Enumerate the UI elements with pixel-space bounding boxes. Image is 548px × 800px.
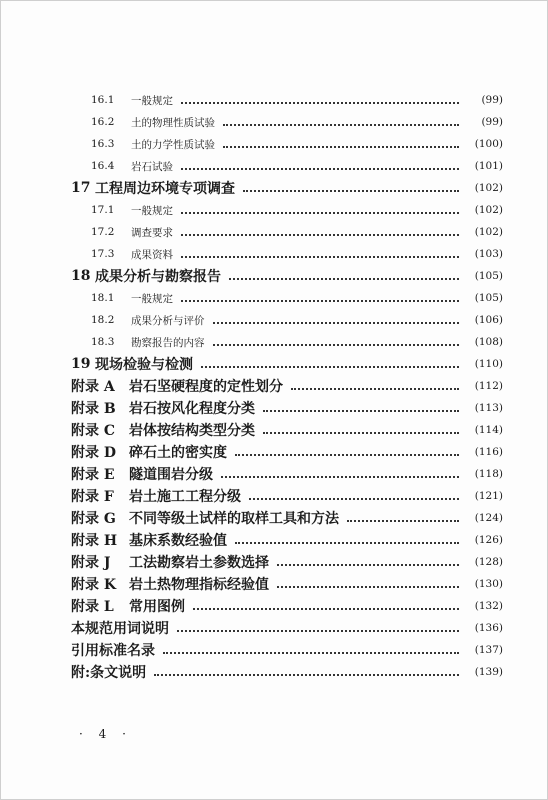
toc-entry-title: 成果资料 xyxy=(131,248,173,261)
toc-appendix-row[interactable] xyxy=(71,573,503,595)
toc-entry-number: 附录 D xyxy=(71,445,117,461)
toc-entry-title: 岩土施工工程分级 xyxy=(129,489,241,505)
toc-entry-number: 16.2 xyxy=(91,116,115,128)
dot-leader xyxy=(181,299,459,302)
toc-entry-title: 岩土热物理指标经验值 xyxy=(129,577,269,593)
dot-leader xyxy=(243,189,459,192)
toc-entry-number: 19 xyxy=(71,356,91,372)
toc-entry-title: 土的物理性质试验 xyxy=(131,116,215,129)
dot-leader xyxy=(181,167,459,170)
toc-entry-title: 成果分析与评价 xyxy=(131,314,205,327)
toc-entry-title: 基床系数经验值 xyxy=(129,533,227,549)
toc-entry-title: 一般规定 xyxy=(131,94,173,107)
toc-entry-page: (128) xyxy=(474,556,503,568)
toc-entry-page: (100) xyxy=(474,138,503,150)
dot-leader xyxy=(181,211,459,214)
dot-leader xyxy=(235,453,459,456)
toc-entry-page: (126) xyxy=(474,534,503,546)
toc-entry-number: 附录 K xyxy=(71,577,117,593)
table-of-contents xyxy=(71,89,503,683)
toc-entry-title: 岩石按风化程度分类 xyxy=(129,401,255,417)
toc-entry-title: 工法勘察岩土参数选择 xyxy=(129,555,269,571)
dot-leader xyxy=(213,343,460,346)
dot-leader xyxy=(201,365,459,368)
toc-entry-page: (113) xyxy=(474,402,503,414)
toc-section-row[interactable] xyxy=(71,309,503,331)
toc-entry-number: 附录 G xyxy=(71,511,116,527)
toc-entry-number: 16.4 xyxy=(91,160,115,172)
toc-entry-number: 18 xyxy=(71,268,91,284)
dot-leader xyxy=(277,585,459,588)
dot-leader xyxy=(249,497,459,500)
toc-chapter-row[interactable] xyxy=(71,353,503,375)
toc-entry-number: 附录 A xyxy=(71,379,115,395)
dot-leader xyxy=(177,629,459,632)
toc-entry-page: (102) xyxy=(474,182,503,194)
toc-entry-number: 17.1 xyxy=(91,204,115,216)
toc-entry-page: (112) xyxy=(474,380,503,392)
toc-entry-number: 附录 B xyxy=(71,401,116,417)
toc-section-row[interactable] xyxy=(71,155,503,177)
dot-leader xyxy=(213,321,460,324)
toc-entry-title: 不同等级土试样的取样工具和方法 xyxy=(129,511,339,527)
toc-entry-page: (99) xyxy=(481,116,503,128)
toc-entry-title: 本规范用词说明 xyxy=(71,621,169,637)
toc-entry-title: 勘察报告的内容 xyxy=(131,336,205,349)
dot-leader xyxy=(277,563,459,566)
dot-leader xyxy=(154,673,459,676)
toc-appendix-row[interactable] xyxy=(71,397,503,419)
toc-entry-number: 附录 J xyxy=(71,555,111,571)
toc-entry-page: (114) xyxy=(474,424,503,436)
toc-entry-title: 一般规定 xyxy=(131,204,173,217)
toc-entry-page: (106) xyxy=(474,314,503,326)
toc-appendix-row[interactable] xyxy=(71,551,503,573)
dot-leader xyxy=(181,255,459,258)
toc-entry-number: 16.1 xyxy=(91,94,115,106)
toc-chapter-row[interactable] xyxy=(71,265,503,287)
toc-entry-page: (99) xyxy=(481,94,503,106)
toc-appendix-row[interactable] xyxy=(71,595,503,617)
toc-entry-page: (110) xyxy=(474,358,503,370)
toc-entry-page: (137) xyxy=(474,644,503,656)
toc-entry-number: 附录 F xyxy=(71,489,114,505)
toc-entry-row[interactable] xyxy=(71,617,503,639)
dot-leader xyxy=(235,541,459,544)
toc-entry-page: (136) xyxy=(474,622,503,634)
toc-entry-page: (101) xyxy=(474,160,503,172)
toc-section-row[interactable] xyxy=(71,221,503,243)
dot-leader xyxy=(223,123,459,126)
toc-entry-number: 17 xyxy=(71,180,91,196)
toc-entry-page: (116) xyxy=(474,446,503,458)
toc-entry-title: 成果分析与勘察报告 xyxy=(95,269,221,285)
toc-entry-number: 17.2 xyxy=(91,226,115,238)
toc-entry-title: 岩石试验 xyxy=(131,160,173,173)
toc-entry-title: 调查要求 xyxy=(131,226,173,239)
toc-entry-title: 附:条文说明 xyxy=(71,665,147,681)
toc-entry-row[interactable] xyxy=(71,639,503,661)
dot-leader xyxy=(163,651,459,654)
dot-leader xyxy=(263,431,459,434)
dot-leader xyxy=(221,475,459,478)
toc-entry-page: (102) xyxy=(474,204,503,216)
dot-leader xyxy=(193,607,459,610)
toc-entry-page: (105) xyxy=(474,292,503,304)
toc-entry-row[interactable] xyxy=(71,661,503,683)
toc-entry-number: 18.2 xyxy=(91,314,115,326)
toc-entry-page: (103) xyxy=(474,248,503,260)
toc-entry-number: 17.3 xyxy=(91,248,115,260)
dot-leader xyxy=(223,145,459,148)
toc-entry-title: 岩体按结构类型分类 xyxy=(129,423,255,439)
toc-entry-title: 工程周边环境专项调查 xyxy=(95,181,235,197)
toc-entry-page: (132) xyxy=(474,600,503,612)
page-number-footer: · 4 · xyxy=(79,727,132,741)
toc-section-row[interactable] xyxy=(71,89,503,111)
dot-leader xyxy=(181,101,459,104)
toc-section-row[interactable] xyxy=(71,111,503,133)
toc-appendix-row[interactable] xyxy=(71,485,503,507)
toc-entry-title: 土的力学性质试验 xyxy=(131,138,215,151)
toc-appendix-row[interactable] xyxy=(71,441,503,463)
toc-entry-page: (118) xyxy=(474,468,503,480)
toc-entry-number: 附录 E xyxy=(71,467,115,483)
toc-entry-page: (105) xyxy=(474,270,503,282)
toc-section-row[interactable] xyxy=(71,243,503,265)
toc-entry-page: (102) xyxy=(474,226,503,238)
dot-leader xyxy=(291,387,459,390)
dot-leader xyxy=(181,233,459,236)
dot-leader xyxy=(347,519,459,522)
toc-section-row[interactable] xyxy=(71,331,503,353)
toc-entry-page: (124) xyxy=(474,512,503,524)
toc-entry-number: 附录 H xyxy=(71,533,118,549)
toc-entry-title: 岩石坚硬程度的定性划分 xyxy=(129,379,283,395)
toc-entry-number: 18.3 xyxy=(91,336,115,348)
toc-appendix-row[interactable] xyxy=(71,463,503,485)
toc-entry-page: (108) xyxy=(474,336,503,348)
toc-entry-title: 引用标准名录 xyxy=(71,643,155,659)
toc-entry-title: 隧道围岩分级 xyxy=(129,467,213,483)
toc-entry-page: (121) xyxy=(474,490,503,502)
toc-entry-number: 18.1 xyxy=(91,292,115,304)
toc-appendix-row[interactable] xyxy=(71,507,503,529)
toc-chapter-row[interactable] xyxy=(71,177,503,199)
toc-appendix-row[interactable] xyxy=(71,375,503,397)
dot-leader xyxy=(229,277,459,280)
toc-entry-page: (130) xyxy=(474,578,503,590)
toc-section-row[interactable] xyxy=(71,287,503,309)
toc-entry-number: 附录 L xyxy=(71,599,114,615)
toc-section-row[interactable] xyxy=(71,133,503,155)
toc-section-row[interactable] xyxy=(71,199,503,221)
toc-entry-title: 常用图例 xyxy=(129,599,185,615)
toc-entry-number: 附录 C xyxy=(71,423,116,439)
toc-appendix-row[interactable] xyxy=(71,419,503,441)
dot-leader xyxy=(263,409,459,412)
toc-entry-number: 16.3 xyxy=(91,138,115,150)
toc-entry-title: 碎石土的密实度 xyxy=(129,445,227,461)
toc-entry-title: 一般规定 xyxy=(131,292,173,305)
toc-entry-title: 现场检验与检测 xyxy=(95,357,193,373)
toc-entry-page: (139) xyxy=(474,666,503,678)
toc-appendix-row[interactable] xyxy=(71,529,503,551)
